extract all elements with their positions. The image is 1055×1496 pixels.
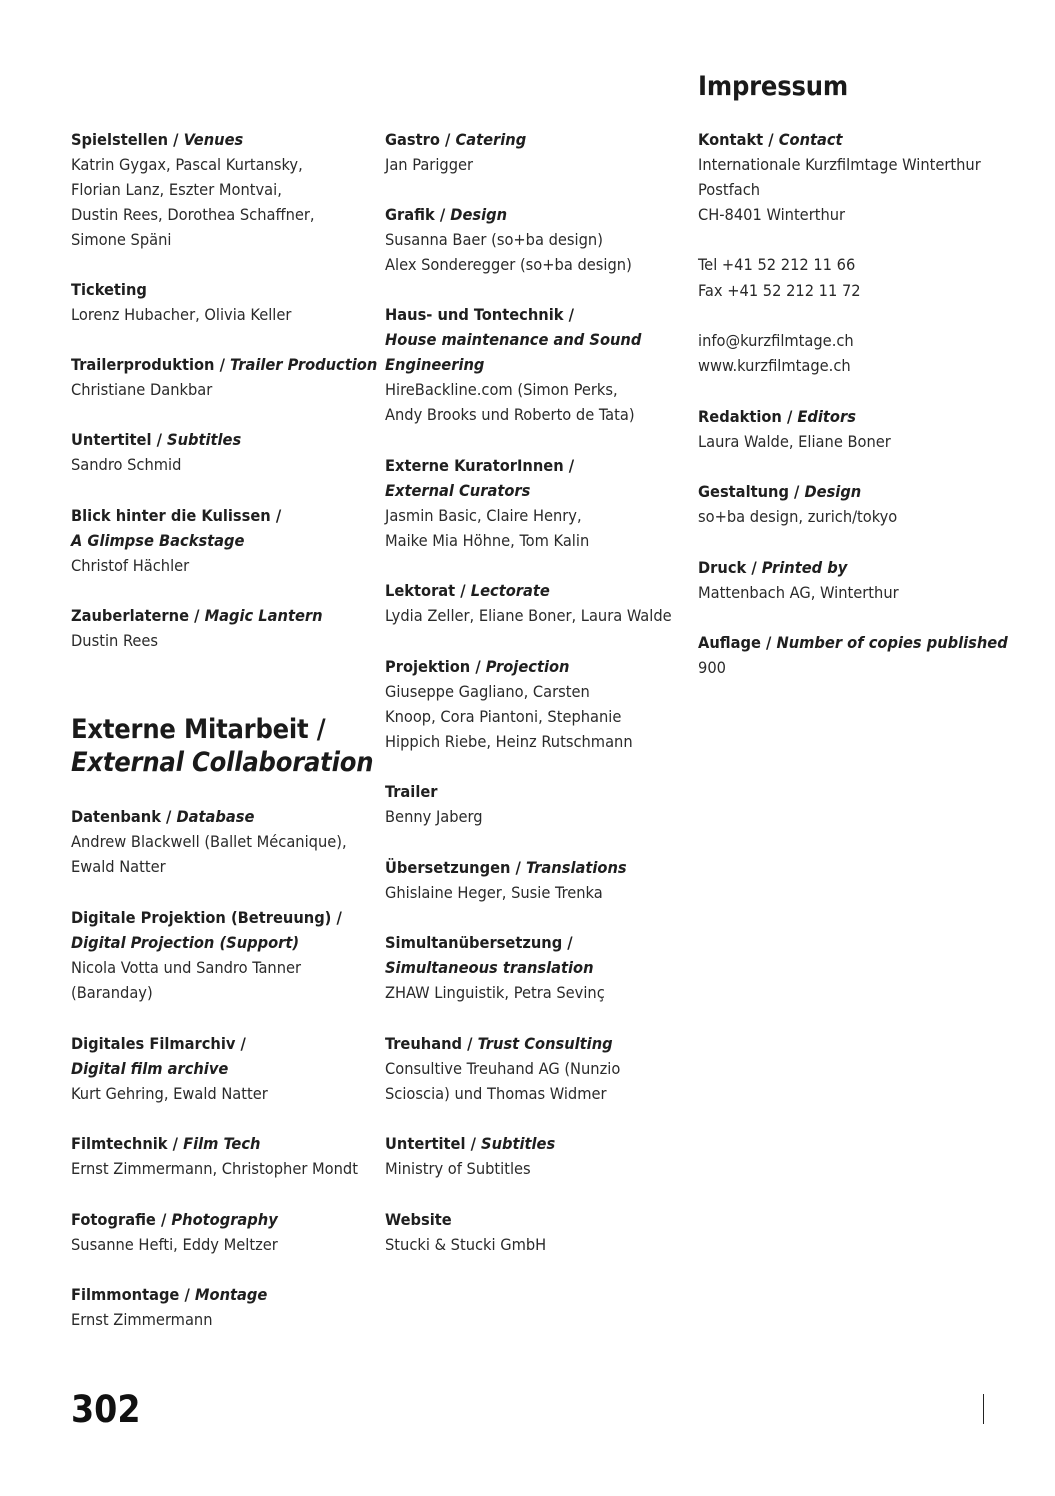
credit-label: Simultanübersetzung / bbox=[385, 933, 573, 952]
credit-label: Gastro bbox=[385, 130, 440, 149]
credit-ticketing bbox=[71, 277, 291, 327]
credit-label-en: Number of copies published bbox=[776, 633, 1008, 652]
credit-layout-design: Gestaltung / Design so+ba design, zurich/tokyo bbox=[698, 479, 897, 529]
credit-label: Blick hinter die Kulissen / bbox=[71, 506, 282, 525]
credit-printed-by: Druck / Printed by Mattenbach AG, Winterthur bbox=[698, 555, 899, 605]
credit-label: Untertitel bbox=[71, 430, 152, 449]
credit-film-tech: Filmtechnik / Film Tech Ernst Zimmermann, Christopher Mondt bbox=[71, 1131, 358, 1181]
credit-copies: Auflage / Number of copies published 900 bbox=[698, 630, 1008, 680]
credit-line: info@kurzfilmtage.ch bbox=[698, 330, 854, 350]
credit-line: Ewald Natter bbox=[71, 857, 166, 877]
credit-website bbox=[385, 1207, 546, 1257]
credit-label-en: Database bbox=[176, 807, 255, 826]
credit-catering: Gastro / Catering Jan Parigger bbox=[385, 127, 526, 177]
credit-line: Stucki & Stucki GmbH bbox=[385, 1235, 547, 1255]
credit-line: Consultive Treuhand AG (Nunzio bbox=[385, 1059, 621, 1079]
credit-label-en: Photography bbox=[171, 1210, 278, 1229]
credit-label-en: Montage bbox=[194, 1285, 268, 1304]
credit-simultaneous-translation bbox=[385, 930, 605, 1005]
credit-label: Gestaltung bbox=[698, 482, 789, 501]
credit-line: Kurt Gehring, Ewald Natter bbox=[71, 1084, 268, 1104]
credit-design: Grafik / Design Susanna Baer (so+ba design) Alex Sonderegger (so+ba design) bbox=[385, 202, 632, 277]
credit-label: Kontakt bbox=[698, 130, 764, 149]
credit-line: Alex Sonderegger (so+ba design) bbox=[385, 255, 632, 275]
credit-label-en: Contact bbox=[778, 130, 843, 149]
section-title-impressum bbox=[698, 70, 848, 103]
credit-line: Knoop, Cora Piantoni, Stephanie bbox=[385, 707, 622, 727]
credit-trailer-production: Trailerproduktion / Trailer Production Christiane Dankbar bbox=[71, 352, 377, 402]
credit-editors: Redaktion / Editors Laura Walde, Eliane Boner bbox=[698, 404, 891, 454]
section-title-en: External Collaboration bbox=[71, 747, 374, 778]
credit-line: Internationale Kurzfilmtage Winterthur bbox=[698, 155, 981, 175]
credit-label-en: Film Tech bbox=[183, 1134, 261, 1153]
credit-line: Katrin Gygax, Pascal Kurtansky, bbox=[71, 155, 303, 175]
credit-label-en: External Curators bbox=[385, 481, 531, 501]
credit-line: Laura Walde, Eliane Boner bbox=[698, 432, 891, 452]
credit-line: ZHAW Linguistik, Petra Sevinç bbox=[385, 983, 605, 1003]
credit-label-en: Lectorate bbox=[470, 581, 550, 600]
credit-translations: Übersetzungen / Translations Ghislaine Heger, Susie Trenka bbox=[385, 855, 627, 905]
credit-label: Filmtechnik bbox=[71, 1134, 168, 1153]
credit-photography: Fotografie / Photography Susanne Hefti, Eddy Meltzer bbox=[71, 1207, 278, 1257]
credit-digital-film-archive bbox=[71, 1031, 268, 1106]
credit-label: Untertitel bbox=[385, 1134, 466, 1153]
credit-label-en: Digital film archive bbox=[71, 1059, 229, 1079]
credit-label-en: Digital Projection (Support) bbox=[71, 933, 300, 953]
credit-line: Christof Hächler bbox=[71, 556, 190, 576]
credit-line: Hippich Riebe, Heinz Rutschmann bbox=[385, 732, 633, 752]
credit-label: Zauberlaterne bbox=[71, 606, 190, 625]
credit-label-en: Subtitles bbox=[167, 430, 242, 449]
section-title-de: Impressum bbox=[698, 71, 848, 102]
section-title-de: Externe Mitarbeit / bbox=[71, 714, 326, 745]
credit-label: Digitale Projektion (Betreuung) / bbox=[71, 908, 342, 927]
credit-line: CH-8401 Winterthur bbox=[698, 205, 846, 225]
credit-label: Lektorat bbox=[385, 581, 456, 600]
credit-label: Haus- und Tontechnik / bbox=[385, 305, 574, 324]
credit-backstage bbox=[71, 503, 281, 578]
credit-label: Grafik bbox=[385, 205, 435, 224]
credit-label-en: Engineering bbox=[385, 355, 485, 375]
credit-label: Ticketing bbox=[71, 280, 147, 299]
credit-line: Simone Späni bbox=[71, 230, 172, 250]
section-title-external-collaboration bbox=[71, 713, 373, 779]
credit-line: Fax +41 52 212 11 72 bbox=[698, 280, 861, 300]
credit-label: Datenbank bbox=[71, 807, 161, 826]
credit-line: Scioscia) und Thomas Widmer bbox=[385, 1084, 607, 1104]
credit-label: Treuhand bbox=[385, 1034, 463, 1053]
credit-contact: Kontakt / Contact Internationale Kurzfilmtage Winterthur Postfach CH-8401 Winterthur Tel +41 52 212 11 66 Fax +41 52 212 11 72 info@kurzfilmtage.ch www.kurzfilmtage.ch bbox=[698, 127, 981, 378]
credit-line bbox=[698, 303, 981, 328]
credit-label-en: Trailer Production bbox=[230, 355, 378, 374]
credit-label-en: Subtitles bbox=[481, 1134, 556, 1153]
credit-label-en: Trust Consulting bbox=[477, 1034, 613, 1053]
credit-external-curators bbox=[385, 453, 589, 553]
credit-lectorate: Lektorat / Lectorate Lydia Zeller, Eliane Boner, Laura Walde bbox=[385, 578, 672, 628]
credit-line: Lorenz Hubacher, Olivia Keller bbox=[71, 305, 292, 325]
credit-label: Digitales Filmarchiv / bbox=[71, 1034, 246, 1053]
credit-line: Jan Parigger bbox=[385, 155, 474, 175]
credit-trailer bbox=[385, 779, 483, 829]
credit-label-en: Editors bbox=[797, 407, 856, 426]
credit-label-en: Magic Lantern bbox=[204, 606, 323, 625]
credit-line: Susanna Baer (so+ba design) bbox=[385, 230, 603, 250]
credit-trust-consulting: Treuhand / Trust Consulting Consultive Treuhand AG (Nunzio Scioscia) und Thomas Widmer bbox=[385, 1031, 620, 1106]
credit-house-sound bbox=[385, 302, 641, 427]
credit-line: Postfach bbox=[698, 180, 761, 200]
credit-label-en: Venues bbox=[183, 130, 244, 149]
credit-projection: Projektion / Projection Giuseppe Gagliano, Carsten Knoop, Cora Piantoni, Stephanie Hippich Riebe, Heinz Rutschmann bbox=[385, 654, 633, 754]
credit-label-en: Translations bbox=[526, 858, 627, 877]
credit-digital-projection bbox=[71, 905, 342, 1005]
credit-line: Ministry of Subtitles bbox=[385, 1159, 531, 1179]
credit-label: Trailerproduktion bbox=[71, 355, 215, 374]
credit-line: Jasmin Basic, Claire Henry, bbox=[385, 506, 582, 526]
credit-label: Trailer bbox=[385, 782, 438, 801]
credit-label-en: Design bbox=[804, 482, 862, 501]
credit-line: Ghislaine Heger, Susie Trenka bbox=[385, 883, 603, 903]
credit-line: Giuseppe Gagliano, Carsten bbox=[385, 682, 590, 702]
credit-line: Dustin Rees, Dorothea Schaffner, bbox=[71, 205, 315, 225]
credit-line: Florian Lanz, Eszter Montvai, bbox=[71, 180, 282, 200]
credit-label-en: Printed by bbox=[761, 558, 848, 577]
credit-line: so+ba design, zurich/tokyo bbox=[698, 507, 898, 527]
credit-line: Sandro Schmid bbox=[71, 455, 182, 475]
credit-line: Ernst Zimmermann bbox=[71, 1310, 213, 1330]
credit-line: Mattenbach AG, Winterthur bbox=[698, 583, 899, 603]
credit-subtitles: Untertitel / Subtitles Sandro Schmid bbox=[71, 427, 241, 477]
credit-label-en: Design bbox=[450, 205, 508, 224]
credit-subtitles-2: Untertitel / Subtitles Ministry of Subtitles bbox=[385, 1131, 555, 1181]
credit-line: 900 bbox=[698, 658, 726, 678]
credit-label-en: House maintenance and Sound bbox=[385, 330, 642, 350]
credit-label-en: Catering bbox=[455, 130, 527, 149]
credit-venues: Spielstellen / Venues Katrin Gygax, Pascal Kurtansky, Florian Lanz, Eszter Montvai, Dustin Rees, Dorothea Schaffner, Simone Späni bbox=[71, 127, 315, 252]
credit-line: Nicola Votta und Sandro Tanner bbox=[71, 958, 302, 978]
credit-line: Maike Mia Höhne, Tom Kalin bbox=[385, 531, 590, 551]
credit-line: Susanne Hefti, Eddy Meltzer bbox=[71, 1235, 278, 1255]
credit-label: Druck bbox=[698, 558, 747, 577]
credit-label-en: Projection bbox=[485, 657, 570, 676]
credit-label: Redaktion bbox=[698, 407, 782, 426]
credit-label-en: Simultaneous translation bbox=[385, 958, 594, 978]
credit-line: Christiane Dankbar bbox=[71, 380, 213, 400]
credit-line: Benny Jaberg bbox=[385, 807, 483, 827]
credit-line: Lydia Zeller, Eliane Boner, Laura Walde bbox=[385, 606, 672, 626]
credit-label: Fotografie bbox=[71, 1210, 156, 1229]
credit-line: www.kurzfilmtage.ch bbox=[698, 355, 851, 375]
credit-line bbox=[698, 227, 981, 252]
credit-line: Dustin Rees bbox=[71, 631, 159, 651]
credit-line: Andy Brooks und Roberto de Tata) bbox=[385, 405, 635, 425]
credit-label-en: A Glimpse Backstage bbox=[71, 531, 245, 551]
credit-line: Ernst Zimmermann, Christopher Mondt bbox=[71, 1159, 358, 1179]
credit-line: Tel +41 52 212 11 66 bbox=[698, 255, 856, 275]
credit-line: Andrew Blackwell (Ballet Mécanique), bbox=[71, 832, 347, 852]
credit-magic-lantern: Zauberlaterne / Magic Lantern Dustin Rees bbox=[71, 603, 323, 653]
page-number: 302 bbox=[71, 1388, 141, 1431]
credit-line: HireBackline.com (Simon Perks, bbox=[385, 380, 618, 400]
credit-label: Spielstellen bbox=[71, 130, 169, 149]
vertical-rule bbox=[983, 1394, 984, 1424]
credit-label: Website bbox=[385, 1210, 452, 1229]
credit-label: Externe KuratorInnen / bbox=[385, 456, 575, 475]
credit-label: Projektion bbox=[385, 657, 471, 676]
credit-label: Filmmontage bbox=[71, 1285, 180, 1304]
credit-montage: Filmmontage / Montage Ernst Zimmermann bbox=[71, 1282, 267, 1332]
credit-label: Auflage bbox=[698, 633, 761, 652]
credit-label: Übersetzungen bbox=[385, 858, 511, 877]
credit-database: Datenbank / Database Andrew Blackwell (Ballet Mécanique), Ewald Natter bbox=[71, 804, 347, 879]
credit-line: (Baranday) bbox=[71, 983, 153, 1003]
